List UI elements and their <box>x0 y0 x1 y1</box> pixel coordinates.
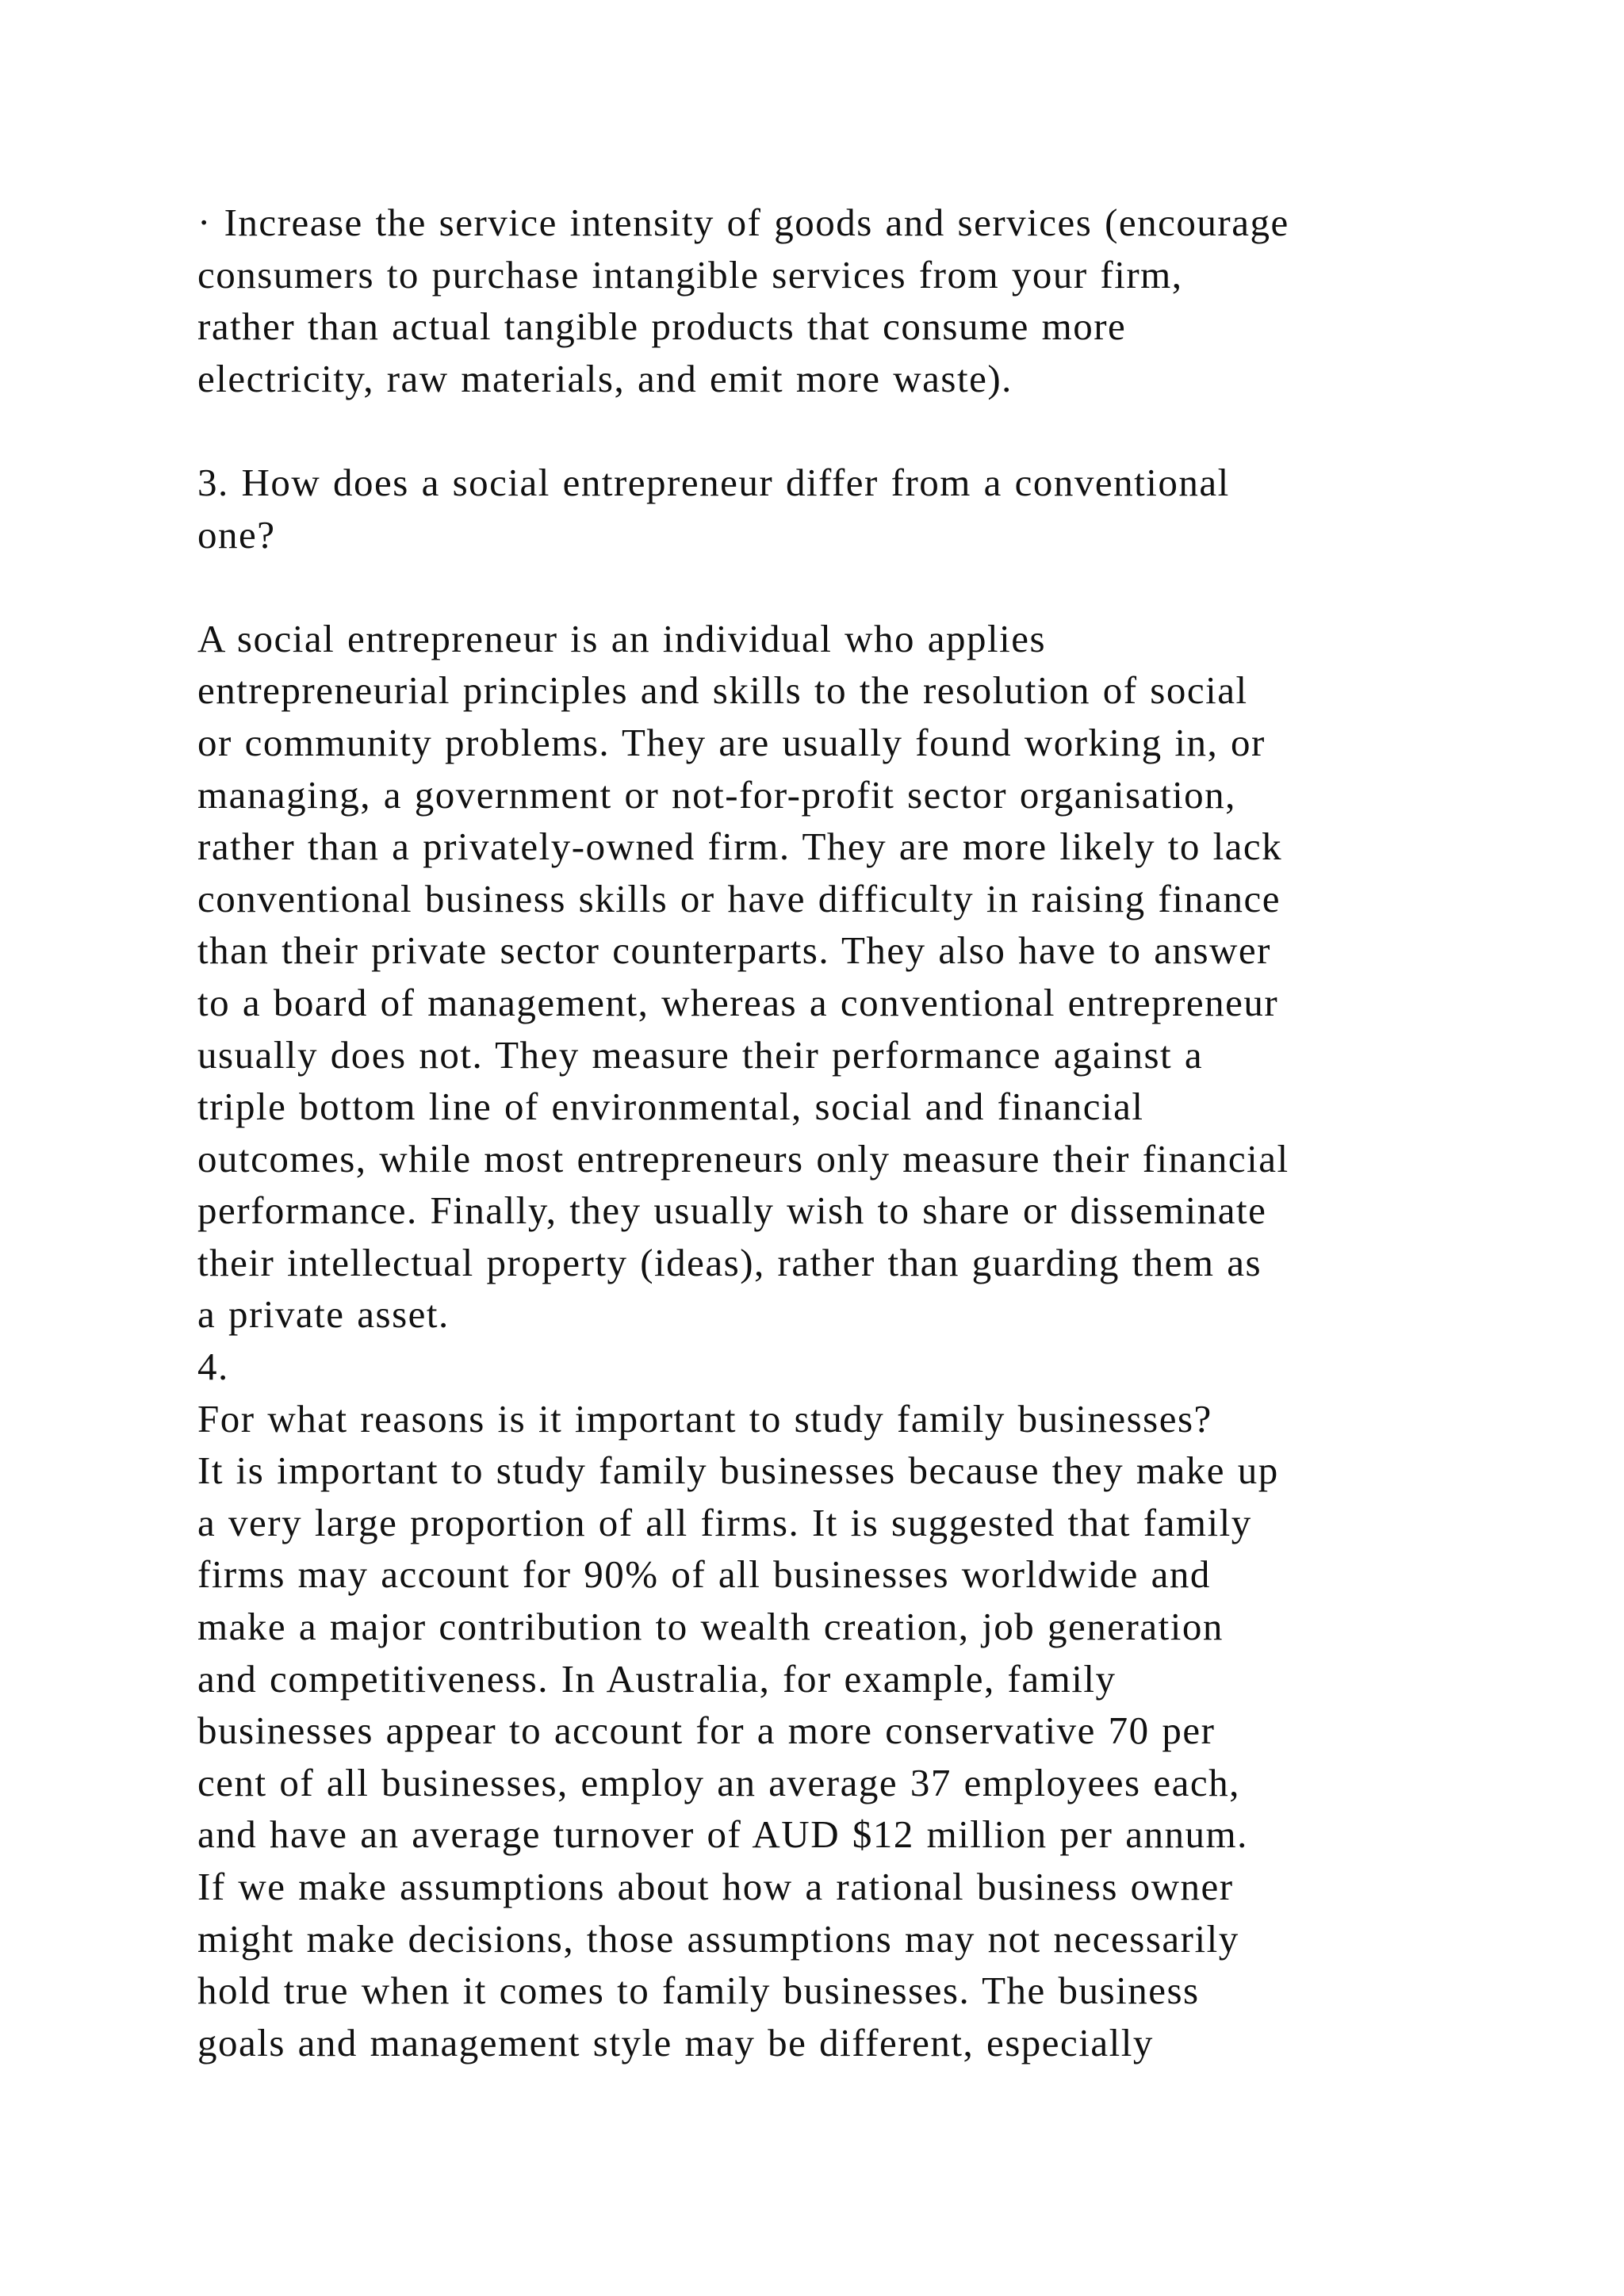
text-line-33: If we make assumptions about how a rational business owner <box>197 1865 1234 1908</box>
text-line-28: make a major contribution to wealth creation, job generation <box>197 1605 1224 1649</box>
text-line-9: A social entrepreneur is an individual who applies <box>197 616 1047 660</box>
question-4-number: 4. <box>197 1345 229 1389</box>
document-text <box>197 197 1466 2068</box>
text-line-3: rather than actual tangible products that consume more <box>197 304 1127 349</box>
text-line-22: a private asset. <box>197 1292 450 1337</box>
text-line-16: to a board of management, whereas a conventional entrepreneur <box>197 980 1279 1024</box>
text-line-20: performance. Finally, they usually wish to share or disseminate <box>197 1188 1267 1233</box>
text-line-32: and have an average turnover of AUD $12 million per annum. <box>197 1812 1248 1857</box>
text-line-35: hold true when it comes to family businesses. The business <box>197 1969 1200 2013</box>
text-line-34: might make decisions, those assumptions may not necessarily <box>197 1916 1239 1961</box>
text-line-14: conventional business skills or have difficulty in raising finance <box>197 876 1281 920</box>
text-line-15: than their private sector counterparts. They also have to answer <box>197 928 1271 973</box>
text-line-12: managing, a government or not-for-profit sector organisation, <box>197 772 1236 817</box>
blank-line <box>197 561 1466 613</box>
text-line-18: triple bottom line of environmental, social and financial <box>197 1085 1144 1129</box>
text-line-26: a very large proportion of all firms. It is suggested that family <box>197 1500 1252 1544</box>
text-line-29: and competitiveness. In Australia, for example, family <box>197 1656 1116 1701</box>
text-line-11: or community problems. They are usually found working in, or <box>197 720 1266 764</box>
text-line-30: businesses appear to account for a more conservative 70 per <box>197 1709 1216 1753</box>
text-line-1: · Increase the service intensity of goods and services (encourage <box>197 201 1289 244</box>
text-line-2: consumers to purchase intangible services from your firm, <box>197 252 1183 297</box>
text-line-25: It is important to study family businesses because they make up <box>197 1448 1279 1493</box>
text-line-31: cent of all businesses, employ an average 37 employees each, <box>197 1760 1240 1804</box>
text-line-21: their intellectual property (ideas), rather than guarding them as <box>197 1240 1262 1284</box>
text-line-19: outcomes, while most entrepreneurs only measure their financial <box>197 1136 1289 1181</box>
text-line-36: goals and management style may be different, especially <box>197 2020 1154 2064</box>
question-3-heading-line-2: one? <box>197 512 276 557</box>
blank-line <box>197 404 1466 457</box>
question-3-heading-line-1: 3. How does a social entrepreneur differ from a conventional <box>197 460 1230 504</box>
text-line-27: firms may account for 90% of all businesses worldwide and <box>197 1552 1211 1597</box>
text-line-4: electricity, raw materials, and emit more waste). <box>197 356 1013 400</box>
text-line-10: entrepreneurial principles and skills to the resolution of social <box>197 668 1248 713</box>
text-line-17: usually does not. They measure their performance against a <box>197 1032 1204 1077</box>
text-line-13: rather than a privately-owned firm. They are more likely to lack <box>197 825 1283 869</box>
question-4-heading: For what reasons is it important to study family businesses? <box>197 1396 1212 1441</box>
